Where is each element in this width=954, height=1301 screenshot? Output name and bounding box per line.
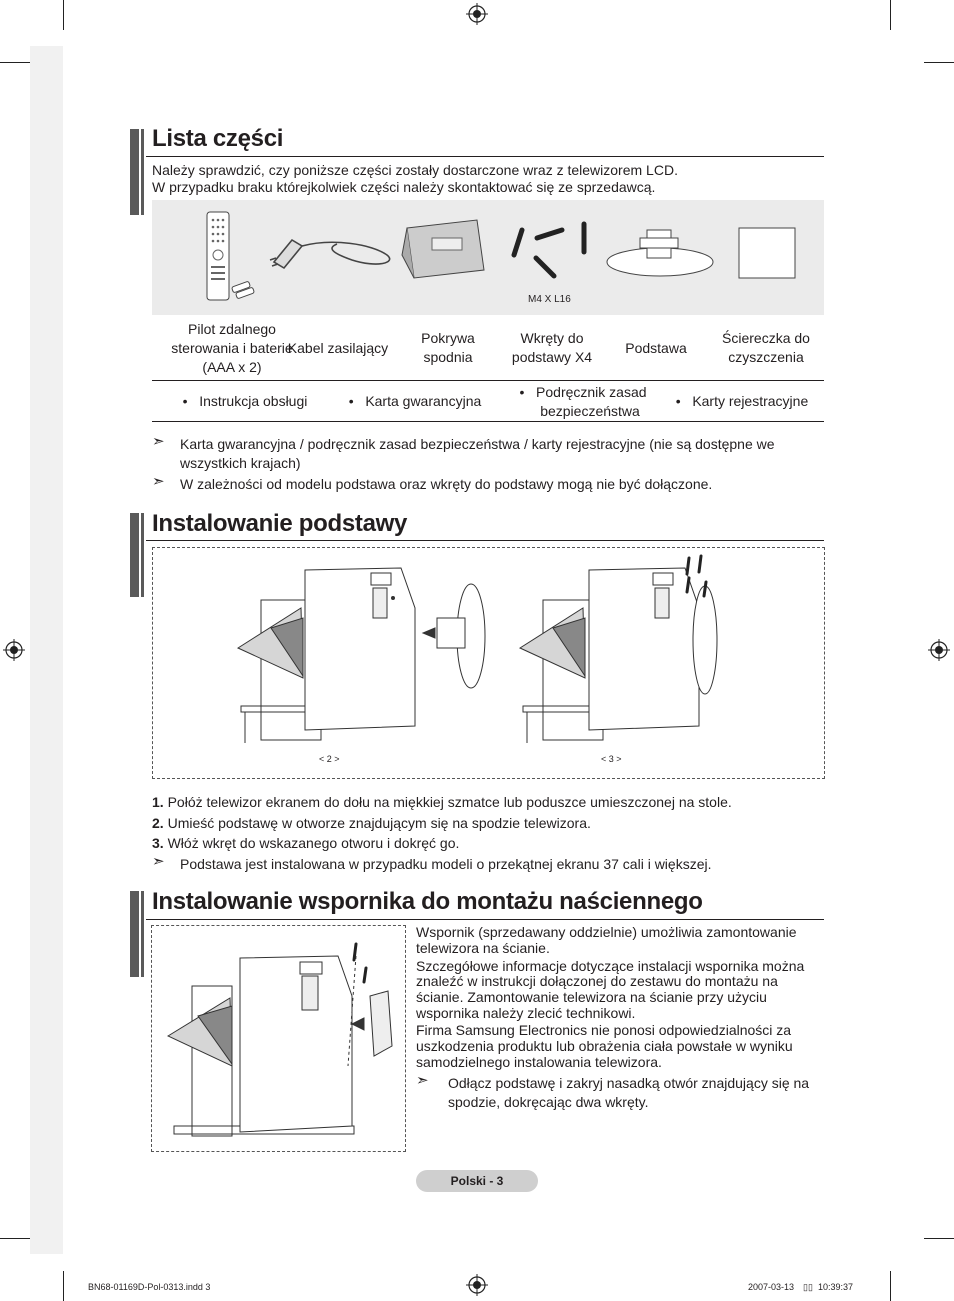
parts-illustrations — [152, 200, 824, 315]
crop-mark — [63, 0, 64, 30]
doc-warranty: • Karta gwarancyjna — [348, 393, 482, 409]
section-marker — [130, 891, 144, 977]
parts-note2: W zależności od modelu podstawa oraz wkręty do podstawy mogą nie być dołączone. — [180, 476, 713, 492]
stand-figures — [153, 548, 824, 778]
crop-mark — [63, 1271, 64, 1301]
wall-p3-line3: samodzielnego instalowania telewizora. — [416, 1054, 662, 1070]
section-title-wall-mount: Instalowanie wspornika do montażu naściennego — [152, 888, 703, 915]
parts-image-band — [152, 200, 824, 315]
parts-intro-line2: W przypadku braku którejkolwiek części należy skontaktować się ze sprzedawcą. — [152, 179, 656, 195]
footer-date: 2007-03-13 — [748, 1282, 795, 1292]
figure-2-illustration — [238, 568, 485, 743]
section-rule — [146, 156, 824, 157]
section-marker — [130, 513, 144, 597]
figure-3-label: < 3 > — [601, 754, 622, 764]
crop-mark — [890, 0, 891, 30]
doc-registration-cards: • Karty rejestracyjne — [675, 393, 809, 409]
footer-time: 10:39:37 — [818, 1282, 854, 1292]
table-rule — [152, 380, 824, 381]
parts-note1-line1: Karta gwarancyjna / podręcznik zasad bezpieczeństwa / karty rejestracyjne (nie są dostępne we — [180, 436, 775, 452]
page-number-badge: Polski - 3 — [416, 1170, 538, 1192]
note-arrow-icon: ➣ — [152, 853, 165, 870]
stand-step-1: 1. Połóż telewizor ekranem do dołu na miękkiej szmatce lub poduszce umieszczonej na stole. — [152, 794, 732, 810]
item-bottom-cover: Pokrywa spodnia — [421, 330, 475, 365]
bottom-cover-illustration — [402, 220, 484, 278]
table-rule — [152, 421, 824, 422]
crop-mark — [0, 1238, 30, 1239]
wall-p3-line2: uszkodzenia produktu lub obrażenia ciała powstałe w wyniku — [416, 1038, 793, 1054]
bullet-icon: • — [182, 393, 188, 409]
wall-p2-line2: znaleźć w instrukcji dołączonej do zestawu do montażu na — [416, 973, 778, 989]
wall-p1-line1: Wspornik (sprzedawany oddzielnie) umożliwia zamontowanie — [416, 924, 797, 940]
crop-mark — [890, 1271, 891, 1301]
doc-safety-guide: • Podręcznik zasad bezpieczeństwa — [519, 384, 647, 419]
registration-mark-icon — [466, 3, 488, 25]
section-rule — [146, 540, 824, 541]
parts-intro-line1: Należy sprawdzić, czy poniższe części zostały dostarczone wraz z telewizorem LCD. — [152, 162, 678, 178]
item-power-cable: Kabel zasilający — [287, 340, 389, 356]
wall-mount-illustration — [152, 926, 405, 1151]
note-arrow-icon: ➣ — [416, 1072, 429, 1089]
note-arrow-icon: ➣ — [152, 433, 165, 450]
left-margin-band — [30, 46, 63, 1254]
stand-step-3: 3. Włóż wkręt do wskazanego otworu i dokręć go. — [152, 835, 460, 851]
section-title-parts: Lista części — [152, 125, 284, 152]
stand-illustration — [607, 230, 713, 276]
remote-control-illustration — [207, 212, 254, 300]
section-title-stand: Instalowanie podstawy — [152, 510, 408, 537]
figure-2-label: < 2 > — [319, 754, 340, 764]
bullet-icon: • — [519, 384, 525, 400]
footer-file-name: BN68-01169D-Pol-0313.indd 3 — [88, 1282, 211, 1292]
crop-mark — [0, 62, 30, 63]
registration-mark-icon — [466, 1274, 488, 1296]
stand-figure-frame — [152, 547, 825, 779]
footer-time-prefix-icon: ▯▯ — [803, 1282, 813, 1292]
section-marker — [130, 129, 144, 215]
figure-3-illustration — [520, 556, 717, 743]
wall-p2-line1: Szczegółowe informacje dotyczące instalacji wspornika można — [416, 958, 805, 974]
stand-step-2: 2. Umieść podstawę w otworze znajdującym się na spodzie telewizora. — [152, 815, 591, 831]
wall-p2-line4: wspornika należy zlecić technikowi. — [416, 1005, 636, 1021]
parts-note1-line2: wszystkich krajach) — [180, 455, 301, 471]
crop-mark — [924, 1238, 954, 1239]
wall-figure-frame — [151, 925, 406, 1152]
note-arrow-icon: ➣ — [152, 473, 165, 490]
registration-mark-icon — [928, 639, 950, 661]
registration-mark-icon — [3, 639, 25, 661]
wall-p3-line1: Firma Samsung Electronics nie ponosi odpowiedzialności za — [416, 1022, 792, 1038]
screw-size-label: M4 X L16 — [528, 294, 571, 305]
section-rule — [146, 919, 824, 920]
item-stand: Podstawa — [625, 340, 687, 356]
wall-p1-line2: telewizora na ścianie. — [416, 940, 550, 956]
stand-note: Podstawa jest instalowana w przypadku modeli o przekątnej ekranu 37 cali i większej. — [180, 856, 712, 872]
wall-note-line2: spodzie, dokręcając dwa wkręty. — [448, 1094, 649, 1110]
doc-manual: • Instrukcja obsługi — [182, 393, 308, 409]
item-cleaning-cloth: Ściereczka do czyszczenia — [722, 330, 810, 365]
cleaning-cloth-illustration — [739, 228, 795, 278]
bullet-icon: • — [348, 393, 354, 409]
crop-mark — [924, 62, 954, 63]
wall-note-line1: Odłącz podstawę i zakryj nasadką otwór znajdujący się na — [448, 1075, 810, 1091]
power-cable-illustration — [270, 240, 390, 268]
item-stand-screws: Wkręty do podstawy X4 — [511, 330, 593, 365]
screws-illustration — [514, 224, 584, 276]
wall-p2-line3: ścianie. Zamontowanie telewizora na ścianie przy użyciu — [416, 989, 767, 1005]
bullet-icon: • — [675, 393, 681, 409]
item-remote: Pilot zdalnego sterowania i baterie (AAA x 2) — [171, 321, 293, 375]
